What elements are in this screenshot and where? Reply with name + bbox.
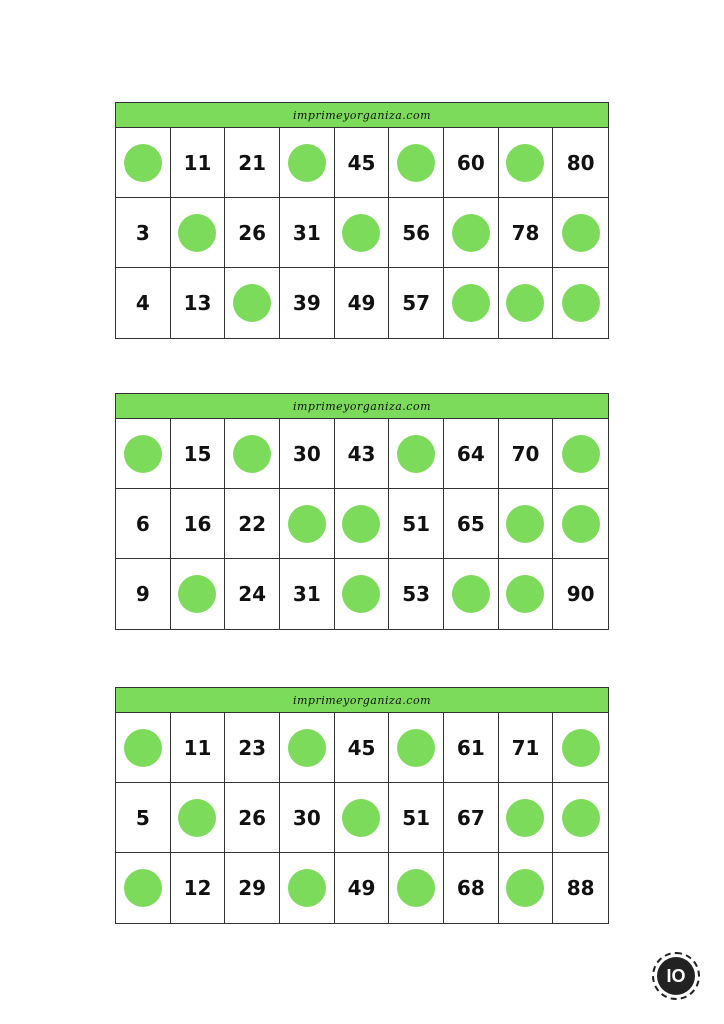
- filled-dot-icon: [124, 144, 162, 182]
- number-cell: 80: [553, 128, 608, 198]
- filled-dot-icon: [342, 505, 380, 543]
- number-cell: 12: [171, 853, 226, 923]
- number-cell: 90: [566, 582, 595, 606]
- filled-dot-icon: [124, 869, 162, 907]
- filled-dot-icon: [452, 284, 490, 322]
- empty-cell: [116, 853, 171, 923]
- empty-cell: [335, 559, 390, 629]
- filled-dot-icon: [506, 575, 544, 613]
- card-grid: [116, 128, 608, 338]
- filled-dot-icon: [288, 144, 326, 182]
- number-cell: 65: [444, 489, 499, 559]
- number-cell: 51: [389, 783, 444, 853]
- empty-cell: [389, 419, 444, 489]
- number-cell: 3: [116, 198, 171, 268]
- number-cell: 23: [225, 713, 280, 783]
- number-cell: 22: [225, 489, 280, 559]
- filled-dot-icon: [397, 435, 435, 473]
- number-cell: 11: [171, 713, 226, 783]
- empty-cell: [225, 268, 280, 338]
- empty-cell: [280, 489, 335, 559]
- empty-cell: [444, 198, 499, 268]
- number-cell: 5: [116, 783, 171, 853]
- empty-cell: [444, 268, 499, 338]
- empty-cell: [389, 853, 444, 923]
- card-header-watermark: imprimeyorganiza.com: [116, 103, 608, 128]
- filled-dot-icon: [506, 799, 544, 837]
- number-cell: 24: [225, 559, 280, 629]
- number-cell: 26: [225, 198, 280, 268]
- number-cell: 13: [171, 268, 226, 338]
- filled-dot-icon: [397, 869, 435, 907]
- filled-dot-icon: [506, 144, 544, 182]
- filled-dot-icon: [562, 284, 600, 322]
- brand-logo: [652, 952, 700, 1000]
- filled-dot-icon: [506, 505, 544, 543]
- filled-dot-icon: [233, 435, 271, 473]
- empty-cell: [335, 783, 390, 853]
- logo-mark: IO: [657, 957, 695, 995]
- filled-dot-icon: [562, 435, 600, 473]
- number-cell: 53: [389, 559, 444, 629]
- filled-dot-icon: [562, 729, 600, 767]
- empty-cell: [553, 198, 608, 268]
- empty-cell: [335, 198, 390, 268]
- number-cell: 6: [116, 489, 171, 559]
- empty-cell: [553, 419, 608, 489]
- empty-cell: [553, 713, 608, 783]
- filled-dot-icon: [397, 144, 435, 182]
- filled-dot-icon: [342, 799, 380, 837]
- empty-cell: [499, 128, 554, 198]
- number-cell: 43: [335, 419, 390, 489]
- empty-cell: [553, 783, 608, 853]
- filled-dot-icon: [452, 575, 490, 613]
- card-grid: [116, 713, 608, 923]
- empty-cell: [499, 268, 554, 338]
- number-cell: 49: [335, 853, 390, 923]
- number-cell: 45: [335, 128, 390, 198]
- empty-cell: [116, 713, 171, 783]
- number-cell: 51: [389, 489, 444, 559]
- number-cell: 4: [116, 268, 171, 338]
- number-cell: 30: [280, 419, 335, 489]
- empty-cell: [389, 128, 444, 198]
- bingo-card: [115, 102, 609, 339]
- number-cell: 70: [499, 419, 554, 489]
- empty-cell: [335, 489, 390, 559]
- filled-dot-icon: [397, 729, 435, 767]
- filled-dot-icon: [506, 869, 544, 907]
- filled-dot-icon: [288, 505, 326, 543]
- filled-dot-icon: [124, 729, 162, 767]
- empty-cell: [116, 128, 171, 198]
- filled-dot-icon: [233, 284, 271, 322]
- number-cell: 56: [389, 198, 444, 268]
- filled-dot-icon: [288, 869, 326, 907]
- empty-cell: [171, 559, 226, 629]
- filled-dot-icon: [342, 214, 380, 252]
- number-cell: 71: [499, 713, 554, 783]
- number-cell: 61: [444, 713, 499, 783]
- filled-dot-icon: [342, 575, 380, 613]
- number-cell: 11: [171, 128, 226, 198]
- bingo-card: [115, 687, 609, 924]
- card-header-watermark: imprimeyorganiza.com: [116, 688, 608, 713]
- empty-cell: [280, 853, 335, 923]
- number-cell: 64: [444, 419, 499, 489]
- number-cell: 26: [225, 783, 280, 853]
- filled-dot-icon: [178, 799, 216, 837]
- empty-cell: [225, 419, 280, 489]
- filled-dot-icon: [178, 575, 216, 613]
- empty-cell: [280, 128, 335, 198]
- number-cell: 49: [335, 268, 390, 338]
- empty-cell: [499, 489, 554, 559]
- number-cell: 45: [335, 713, 390, 783]
- number-cell: 57: [389, 268, 444, 338]
- number-cell: 68: [444, 853, 499, 923]
- card-grid: [116, 419, 608, 629]
- empty-cell: [171, 783, 226, 853]
- filled-dot-icon: [178, 214, 216, 252]
- number-cell: 16: [171, 489, 226, 559]
- filled-dot-icon: [506, 284, 544, 322]
- number-cell: 78: [499, 198, 554, 268]
- filled-dot-icon: [288, 729, 326, 767]
- filled-dot-icon: [124, 435, 162, 473]
- card-header-watermark: imprimeyorganiza.com: [116, 394, 608, 419]
- empty-cell: [116, 419, 171, 489]
- number-cell: 21: [225, 128, 280, 198]
- empty-cell: [499, 783, 554, 853]
- number-cell: 30: [280, 783, 335, 853]
- filled-dot-icon: [562, 505, 600, 543]
- filled-dot-icon: [452, 214, 490, 252]
- empty-cell: [444, 559, 499, 629]
- empty-cell: [389, 713, 444, 783]
- filled-dot-icon: [562, 799, 600, 837]
- number-cell: 31: [280, 198, 335, 268]
- number-cell: 67: [444, 783, 499, 853]
- empty-cell: [280, 713, 335, 783]
- number-cell: 15: [171, 419, 226, 489]
- empty-cell: [499, 853, 554, 923]
- bingo-card: [115, 393, 609, 630]
- empty-cell: [499, 559, 554, 629]
- number-cell: 31: [280, 559, 335, 629]
- empty-cell: [553, 268, 608, 338]
- filled-dot-icon: [562, 214, 600, 252]
- number-cell: 9: [116, 559, 171, 629]
- empty-cell: [553, 489, 608, 559]
- empty-cell: [171, 198, 226, 268]
- number-cell: 60: [444, 128, 499, 198]
- number-cell: 88: [566, 876, 595, 900]
- number-cell: 29: [225, 853, 280, 923]
- number-cell: 39: [280, 268, 335, 338]
